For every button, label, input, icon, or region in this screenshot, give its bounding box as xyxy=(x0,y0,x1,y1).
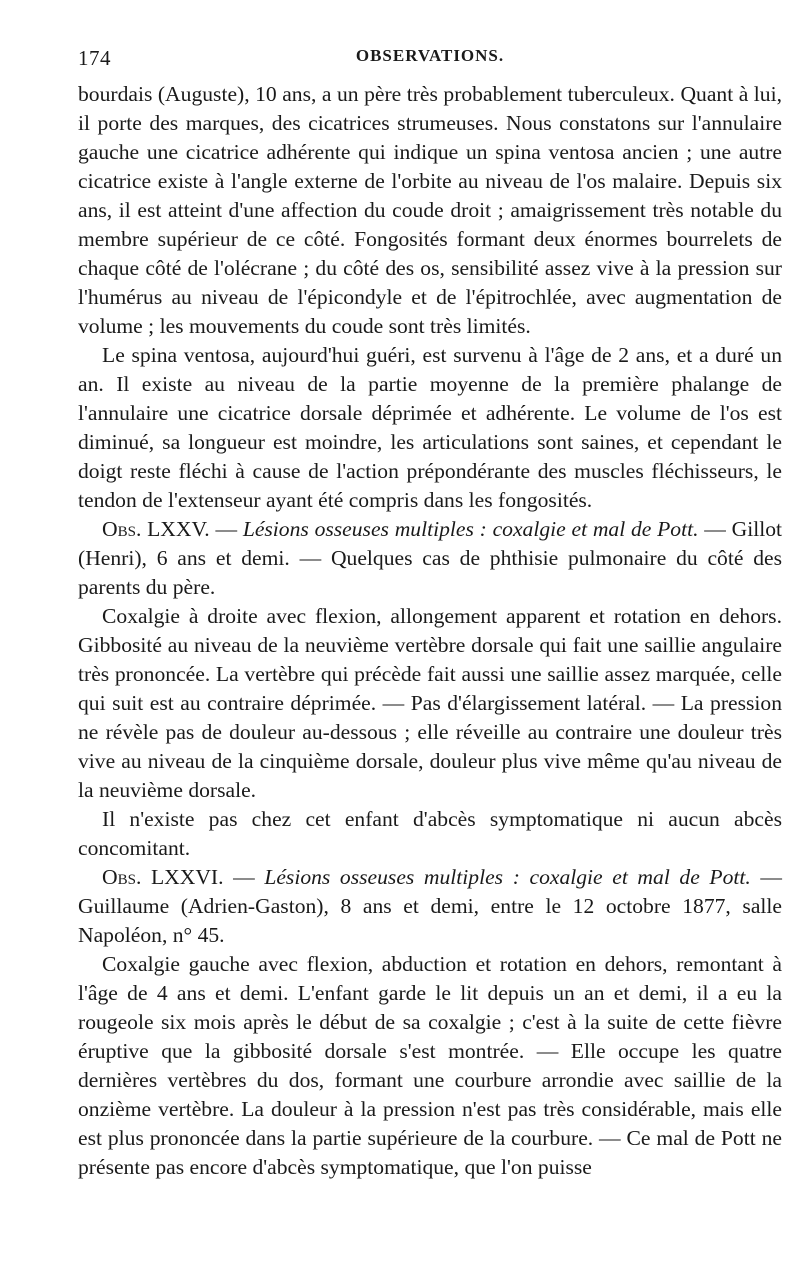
paragraph-abces: Il n'existe pas chez cet enfant d'abcès symptomatique ni aucun abcès concomitant. xyxy=(78,807,782,860)
paragraph-coxalgie-droite: Coxalgie à droite avec flexion, allongement apparent et rotation en dehors. Gibbosité au niveau de la neuvième vertèbre dorsale qui fait une saillie angulaire très prononcée. La vertèbre qui précède fait aussi une saillie assez marquée, celle qui suit est au contraire déprimée. — Pas d'élargissement latéral. — La pression ne révèle pas de douleur au-dessous ; elle réveille au contraire une douleur très vive au niveau de la cinquième dorsale, douleur plus vive même qu'au niveau de la neuvième dorsale. xyxy=(78,604,782,802)
observation-lxxvi-heading xyxy=(78,863,782,950)
observation-text: — Guillaume (Adrien-Gaston), 8 ans et demi, entre le 12 octobre 1877, salle Napoléon, n° 45. xyxy=(78,865,782,947)
paragraph-spina-ventosa: Le spina ventosa, aujourd'hui guéri, est survenu à l'âge de 2 ans, et a duré un an. Il existe au niveau de la partie moyenne de la première phalange de l'annulaire une cicatrice dorsale déprimée et adhérente. Le volume de l'os est diminué, sa longueur est moindre, les articulations sont saines, et cependant le doigt reste fléchi à cause de l'action prépondérante des muscles fléchisseurs, le tendon de l'extenseur ayant été compris dans les fongosités. xyxy=(78,343,782,512)
observation-label: Obs. LXXVI. xyxy=(102,865,224,889)
paragraph-coxalgie-gauche: Coxalgie gauche avec flexion, abduction et rotation en dehors, remontant à l'âge de 4 ans et demi. L'enfant garde le lit depuis un an et demi, il a eu la rougeole six mois après le début de sa coxalgie ; c'est à la suite de cette fièvre éruptive que la gibbosité dorsale s'est montrée. — Elle occupe les quatre dernières vertèbres du dos, formant une courbure arrondie avec saillie de la onzième vertèbre. La douleur à la pression n'est pas très considérable, mais elle est plus prononcée dans la partie supérieure de la courbure. — Ce mal de Pott ne présente pas encore d'abcès symptomatique, que l'on puisse xyxy=(78,952,782,1179)
body-text xyxy=(78,80,782,1182)
observation-dash: — xyxy=(223,865,265,889)
observation-text: — Gillot (Henri), 6 ans et demi. — Quelques cas de phthisie pulmonaire du côté des parents du père. xyxy=(78,517,783,599)
observation-lxxv-heading xyxy=(78,515,782,602)
running-head xyxy=(78,40,782,80)
running-title: OBSERVATIONS. xyxy=(355,46,505,65)
observation-label: Obs. LXXV. xyxy=(102,517,210,541)
book-page xyxy=(78,40,782,1182)
observation-title: Lésions osseuses multiples : coxalgie et mal de Pott. xyxy=(242,517,699,541)
page-number: 174 xyxy=(78,46,111,70)
paragraph-continued: bourdais (Auguste), 10 ans, a un père très probablement tuberculeux. Quant à lui, il porte des marques, des cicatrices strumeuses. Nous constatons sur l'annulaire gauche une cicatrice adhérente qui indique un spina ventosa ancien ; une autre cicatrice existe à l'angle externe de l'orbite au niveau de l'os malaire. Depuis six ans, il est atteint d'une affection du coude droit ; amaigrissement très notable du membre supérieur de ce côté. Fongosités formant deux énormes bourrelets de chaque côté de l'olécrane ; du côté des os, sensibilité assez vive à la pression sur l'humérus au niveau de l'épicondyle et de l'épitrochlée, avec augmentation de volume ; les mouvements du coude sont très limités. xyxy=(78,82,782,338)
observation-dash: — xyxy=(209,517,243,541)
observation-title: Lésions osseuses multiples : coxalgie et mal de Pott. xyxy=(264,865,751,889)
